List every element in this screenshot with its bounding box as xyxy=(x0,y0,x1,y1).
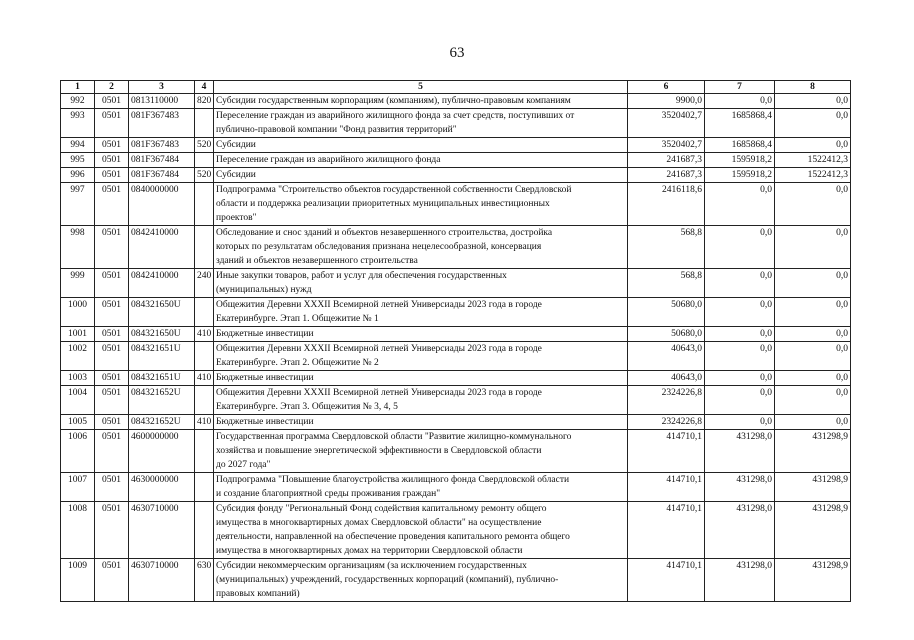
table-row xyxy=(61,430,851,473)
target-article-code: 0842410000 xyxy=(129,226,195,269)
amount-column-7: 1685868,4 xyxy=(705,138,775,153)
target-article-code: 4630710000 xyxy=(129,502,195,559)
amount-column-6: 2324226,8 xyxy=(628,415,705,430)
target-article-code: 084321652U xyxy=(129,386,195,415)
amount-column-8: 0,0 xyxy=(775,327,851,342)
amount-column-8: 431298,9 xyxy=(775,473,851,502)
amount-column-8: 0,0 xyxy=(775,342,851,371)
description-line: зданий и объектов незавершенного строительства xyxy=(216,256,418,266)
amount-column-6: 2416118,6 xyxy=(628,183,705,226)
description-line: Переселение граждан из аварийного жилищного фонда за счет средств, поступивших от xyxy=(216,111,575,121)
target-article-code: 084321651U xyxy=(129,342,195,371)
description-line: Екатеринбурге. Этап 2. Общежитие № 2 xyxy=(216,358,379,368)
description-cell xyxy=(214,502,628,559)
table-body xyxy=(61,94,851,602)
amount-column-6: 40643,0 xyxy=(628,342,705,371)
header-row xyxy=(61,81,851,94)
page-number: 63 xyxy=(449,45,465,61)
section-code: 0501 xyxy=(95,473,129,502)
section-code: 0501 xyxy=(95,183,129,226)
row-number: 1001 xyxy=(61,327,95,342)
amount-column-6: 414710,1 xyxy=(628,502,705,559)
amount-column-8: 0,0 xyxy=(775,94,851,109)
section-code: 0501 xyxy=(95,269,129,298)
expense-type-code: 520 xyxy=(195,138,214,153)
section-code: 0501 xyxy=(95,327,129,342)
table-row xyxy=(61,109,851,138)
description-cell xyxy=(214,183,628,226)
table-row xyxy=(61,298,851,327)
amount-column-8: 1522412,3 xyxy=(775,168,851,183)
expense-type-code xyxy=(195,109,214,138)
description-line: (муниципальных) учреждений, государственных корпораций (компаний), публично- xyxy=(216,575,559,585)
row-number: 1006 xyxy=(61,430,95,473)
amount-column-7: 0,0 xyxy=(705,342,775,371)
description-line: Екатеринбурге. Этап 1. Общежитие № 1 xyxy=(216,314,379,324)
row-number: 1005 xyxy=(61,415,95,430)
amount-column-8: 0,0 xyxy=(775,386,851,415)
amount-column-6: 414710,1 xyxy=(628,559,705,602)
expense-type-code xyxy=(195,473,214,502)
amount-column-8: 0,0 xyxy=(775,226,851,269)
section-code: 0501 xyxy=(95,559,129,602)
amount-column-7: 431298,0 xyxy=(705,502,775,559)
row-number: 1003 xyxy=(61,371,95,386)
description-cell xyxy=(214,138,628,153)
section-code: 0501 xyxy=(95,138,129,153)
description-cell xyxy=(214,226,628,269)
target-article-code: 081F367483 xyxy=(129,109,195,138)
target-article-code: 4600000000 xyxy=(129,430,195,473)
table-row xyxy=(61,386,851,415)
amount-column-7: 0,0 xyxy=(705,269,775,298)
target-article-code: 084321650U xyxy=(129,298,195,327)
amount-column-6: 50680,0 xyxy=(628,298,705,327)
description-line: публично-правовой компании "Фонд развития территорий" xyxy=(216,125,457,135)
amount-column-7: 1685868,4 xyxy=(705,109,775,138)
description-cell xyxy=(214,415,628,430)
amount-column-6: 3520402,7 xyxy=(628,138,705,153)
column-header: 8 xyxy=(775,81,851,94)
amount-column-6: 414710,1 xyxy=(628,430,705,473)
target-article-code: 081F367483 xyxy=(129,138,195,153)
column-header: 5 xyxy=(214,81,628,94)
description-line: которых по результатам обследования признана нецелесообразной, консервация xyxy=(216,242,542,252)
amount-column-8: 431298,9 xyxy=(775,502,851,559)
expense-type-code xyxy=(195,226,214,269)
section-code: 0501 xyxy=(95,415,129,430)
amount-column-6: 3520402,7 xyxy=(628,109,705,138)
expense-type-code xyxy=(195,502,214,559)
amount-column-8: 0,0 xyxy=(775,415,851,430)
description-line: Бюджетные инвестиции xyxy=(216,329,314,339)
description-line: Бюджетные инвестиции xyxy=(216,417,314,427)
description-cell xyxy=(214,559,628,602)
table-row xyxy=(61,138,851,153)
row-number: 1004 xyxy=(61,386,95,415)
description-line: деятельности, направленной на обеспечение проведения капитального ремонта общего xyxy=(216,532,570,542)
table-row xyxy=(61,269,851,298)
target-article-code: 4630000000 xyxy=(129,473,195,502)
expense-type-code xyxy=(195,183,214,226)
target-article-code: 081F367484 xyxy=(129,153,195,168)
row-number: 996 xyxy=(61,168,95,183)
target-article-code: 0813110000 xyxy=(129,94,195,109)
section-code: 0501 xyxy=(95,109,129,138)
table-row xyxy=(61,502,851,559)
amount-column-7: 431298,0 xyxy=(705,430,775,473)
row-number: 997 xyxy=(61,183,95,226)
amount-column-7: 0,0 xyxy=(705,183,775,226)
budget-table xyxy=(60,80,851,602)
amount-column-7: 0,0 xyxy=(705,371,775,386)
section-code: 0501 xyxy=(95,168,129,183)
column-header: 3 xyxy=(129,81,195,94)
expense-type-code xyxy=(195,342,214,371)
row-number: 1007 xyxy=(61,473,95,502)
description-line: правовых компаний) xyxy=(216,589,300,599)
section-code: 0501 xyxy=(95,153,129,168)
table-row xyxy=(61,327,851,342)
section-code: 0501 xyxy=(95,502,129,559)
expense-type-code: 820 xyxy=(195,94,214,109)
amount-column-7: 0,0 xyxy=(705,94,775,109)
description-line: Субсидии государственным корпорациям (компаниям), публично-правовым компаниям xyxy=(216,96,571,106)
amount-column-8: 0,0 xyxy=(775,183,851,226)
description-line: Подпрограмма "Строительство объектов государственной собственности Свердловской xyxy=(216,185,572,195)
table-row xyxy=(61,226,851,269)
amount-column-8: 0,0 xyxy=(775,109,851,138)
amount-column-7: 0,0 xyxy=(705,327,775,342)
row-number: 1002 xyxy=(61,342,95,371)
section-code: 0501 xyxy=(95,342,129,371)
expense-type-code: 410 xyxy=(195,415,214,430)
amount-column-6: 568,8 xyxy=(628,269,705,298)
amount-column-8: 431298,9 xyxy=(775,430,851,473)
expense-type-code xyxy=(195,153,214,168)
row-number: 998 xyxy=(61,226,95,269)
description-cell xyxy=(214,430,628,473)
description-cell xyxy=(214,371,628,386)
amount-column-8: 0,0 xyxy=(775,138,851,153)
description-line: Субсидии некоммерческим организациям (за исключением государственных xyxy=(216,561,527,571)
expense-type-code xyxy=(195,430,214,473)
section-code: 0501 xyxy=(95,371,129,386)
amount-column-6: 414710,1 xyxy=(628,473,705,502)
section-code: 0501 xyxy=(95,226,129,269)
description-line: Обследование и снос зданий и объектов незавершенного строительства, достройка xyxy=(216,228,553,238)
description-line: Общежития Деревни XXXII Всемирной летней Универсиады 2023 года в городе xyxy=(216,344,542,354)
description-line: имущества в многоквартирных домах на территории Свердловской области xyxy=(216,546,523,556)
description-line: проектов" xyxy=(216,213,257,223)
description-line: Екатеринбурге. Этап 3. Общежития № 3, 4, 5 xyxy=(216,402,398,412)
amount-column-8: 1522412,3 xyxy=(775,153,851,168)
amount-column-6: 2324226,8 xyxy=(628,386,705,415)
row-number: 1008 xyxy=(61,502,95,559)
column-header: 6 xyxy=(628,81,705,94)
amount-column-6: 241687,3 xyxy=(628,153,705,168)
amount-column-7: 431298,0 xyxy=(705,559,775,602)
table-row xyxy=(61,183,851,226)
description-line: Субсидия фонду "Региональный Фонд содействия капитальному ремонту общего xyxy=(216,504,547,514)
amount-column-6: 50680,0 xyxy=(628,327,705,342)
description-line: (муниципальных) нужд xyxy=(216,285,312,295)
table-row xyxy=(61,473,851,502)
row-number: 999 xyxy=(61,269,95,298)
section-code: 0501 xyxy=(95,386,129,415)
row-number: 993 xyxy=(61,109,95,138)
description-cell xyxy=(214,269,628,298)
row-number: 1000 xyxy=(61,298,95,327)
description-line: Субсидии xyxy=(216,140,256,150)
description-line: до 2027 года" xyxy=(216,460,271,470)
description-cell xyxy=(214,386,628,415)
expense-type-code: 520 xyxy=(195,168,214,183)
target-article-code: 0842410000 xyxy=(129,269,195,298)
amount-column-8: 0,0 xyxy=(775,371,851,386)
target-article-code: 084321650U xyxy=(129,327,195,342)
table-row xyxy=(61,153,851,168)
table-row xyxy=(61,342,851,371)
target-article-code: 084321652U xyxy=(129,415,195,430)
description-cell xyxy=(214,94,628,109)
amount-column-8: 0,0 xyxy=(775,298,851,327)
description-line: хозяйства и повышение энергетической эффективности в Свердловской области xyxy=(216,446,542,456)
description-line: Общежития Деревни XXXII Всемирной летней Универсиады 2023 года в городе xyxy=(216,300,542,310)
amount-column-6: 40643,0 xyxy=(628,371,705,386)
description-line: Общежития Деревни XXXII Всемирной летней Универсиады 2023 года в городе xyxy=(216,388,542,398)
column-header: 2 xyxy=(95,81,129,94)
table-row xyxy=(61,168,851,183)
section-code: 0501 xyxy=(95,430,129,473)
amount-column-7: 0,0 xyxy=(705,386,775,415)
row-number: 1009 xyxy=(61,559,95,602)
target-article-code: 081F367484 xyxy=(129,168,195,183)
amount-column-7: 1595918,2 xyxy=(705,153,775,168)
amount-column-6: 9900,0 xyxy=(628,94,705,109)
description-line: Подпрограмма "Повышение благоустройства жилищного фонда Свердловской области xyxy=(216,475,570,485)
description-cell xyxy=(214,168,628,183)
column-header: 4 xyxy=(195,81,214,94)
column-header: 7 xyxy=(705,81,775,94)
description-line: и создание благоприятной среды проживания граждан" xyxy=(216,489,441,499)
target-article-code: 084321651U xyxy=(129,371,195,386)
expense-type-code: 410 xyxy=(195,327,214,342)
column-header: 1 xyxy=(61,81,95,94)
amount-column-8: 0,0 xyxy=(775,269,851,298)
expense-type-code xyxy=(195,298,214,327)
expense-type-code: 240 xyxy=(195,269,214,298)
description-line: Переселение граждан из аварийного жилищного фонда xyxy=(216,155,441,165)
amount-column-6: 241687,3 xyxy=(628,168,705,183)
description-line: имущества в многоквартирных домах Свердловской области" на осуществление xyxy=(216,518,542,528)
amount-column-8: 431298,9 xyxy=(775,559,851,602)
description-cell xyxy=(214,342,628,371)
expense-type-code: 410 xyxy=(195,371,214,386)
table-row xyxy=(61,559,851,602)
amount-column-7: 1595918,2 xyxy=(705,168,775,183)
table-row xyxy=(61,371,851,386)
table-row xyxy=(61,415,851,430)
section-code: 0501 xyxy=(95,94,129,109)
description-line: Бюджетные инвестиции xyxy=(216,373,314,383)
description-line: Государственная программа Свердловской области "Развитие жилищно-коммунального xyxy=(216,432,572,442)
target-article-code: 0840000000 xyxy=(129,183,195,226)
description-cell xyxy=(214,153,628,168)
row-number: 994 xyxy=(61,138,95,153)
row-number: 992 xyxy=(61,94,95,109)
target-article-code: 4630710000 xyxy=(129,559,195,602)
section-code: 0501 xyxy=(95,298,129,327)
description-cell xyxy=(214,473,628,502)
amount-column-7: 0,0 xyxy=(705,226,775,269)
expense-type-code xyxy=(195,386,214,415)
amount-column-7: 431298,0 xyxy=(705,473,775,502)
amount-column-6: 568,8 xyxy=(628,226,705,269)
amount-column-7: 0,0 xyxy=(705,298,775,327)
expense-type-code: 630 xyxy=(195,559,214,602)
description-cell xyxy=(214,327,628,342)
table-row xyxy=(61,94,851,109)
description-line: области и поддержка реализации приоритетных муниципальных инвестиционных xyxy=(216,199,550,209)
description-cell xyxy=(214,109,628,138)
description-cell xyxy=(214,298,628,327)
amount-column-7: 0,0 xyxy=(705,415,775,430)
description-line: Иные закупки товаров, работ и услуг для обеспечения государственных xyxy=(216,271,507,281)
description-line: Субсидии xyxy=(216,170,256,180)
row-number: 995 xyxy=(61,153,95,168)
